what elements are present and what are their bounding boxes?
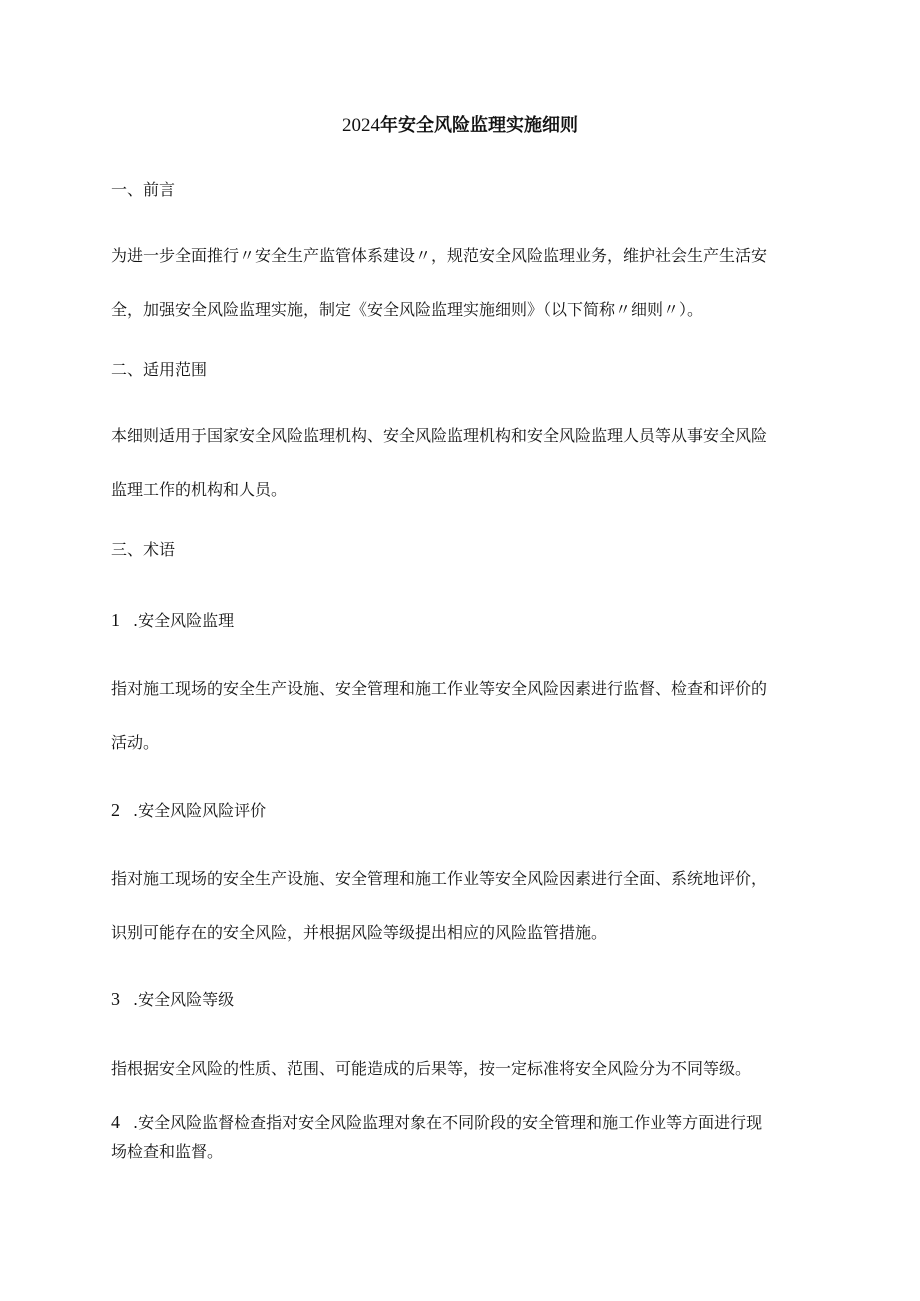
scope-line-1: 本细则适用于国家安全风险监理机构、安全风险监理机构和安全风险监理人员等从事安全风险 bbox=[111, 426, 768, 445]
term-3-paragraph bbox=[111, 1056, 816, 1082]
preface-line-2: 全，加强安全风险监理实施，制定《安全风险监理实施细则》（以下简称〃细则〃）。 bbox=[111, 300, 704, 319]
term-1-line-2: 活动。 bbox=[111, 733, 160, 752]
term-1-heading bbox=[111, 607, 816, 634]
term-2-line-1: 指对施工现场的安全生产设施、安全管理和施工作业等安全风险因素进行全面、系统地评价， bbox=[111, 869, 768, 888]
term-2-line-2: 识别可能存在的安全风险，并根据风险等级提出相应的风险监管措施。 bbox=[111, 923, 608, 942]
term-4-text: .安全风险监督检查指对安全风险监理对象在不同阶段的安全管理和施工作业等方面进行现 bbox=[133, 1113, 763, 1132]
scope-line-2: 监理工作的机构和人员。 bbox=[111, 480, 288, 499]
preface-heading: 一、前言 bbox=[111, 180, 176, 199]
terms-heading: 三、术语 bbox=[111, 540, 176, 559]
title-year: 2024 bbox=[342, 115, 380, 136]
scope-paragraph bbox=[111, 423, 816, 503]
preface-line-1: 为进一步全面推行〃安全生产监管体系建设〃，规范安全风险监理业务，维护社会生产生活安 bbox=[111, 246, 768, 265]
title-text: 年安全风险监理实施细则 bbox=[380, 115, 578, 136]
term-1-number: 1 bbox=[111, 610, 120, 630]
term-2-heading bbox=[111, 797, 816, 824]
term-3-heading bbox=[111, 986, 816, 1013]
term-3-number: 3 bbox=[111, 989, 120, 1009]
preface-paragraph bbox=[111, 243, 816, 323]
term-2-number: 2 bbox=[111, 800, 120, 820]
term-1-paragraph bbox=[111, 676, 816, 756]
term-4-number: 4 bbox=[111, 1112, 120, 1132]
term-2-paragraph bbox=[111, 866, 816, 946]
term-1-title: .安全风险监理 bbox=[133, 611, 235, 630]
term-1-line-1: 指对施工现场的安全生产设施、安全管理和施工作业等安全风险因素进行监督、检查和评价的 bbox=[111, 679, 768, 698]
term-3-title: .安全风险等级 bbox=[133, 990, 235, 1009]
document-title bbox=[0, 113, 920, 139]
term-3-line-1: 指根据安全风险的性质、范围、可能造成的后果等，按一定标准将安全风险分为不同等级。 bbox=[111, 1059, 752, 1078]
term-4-line-2: 场检查和监督。 bbox=[111, 1142, 224, 1161]
term-4-line-1 bbox=[111, 1109, 816, 1136]
term-2-title: .安全风险风险评价 bbox=[133, 801, 267, 820]
scope-heading: 二、适用范围 bbox=[111, 360, 208, 379]
term-4-paragraph bbox=[111, 1109, 816, 1165]
